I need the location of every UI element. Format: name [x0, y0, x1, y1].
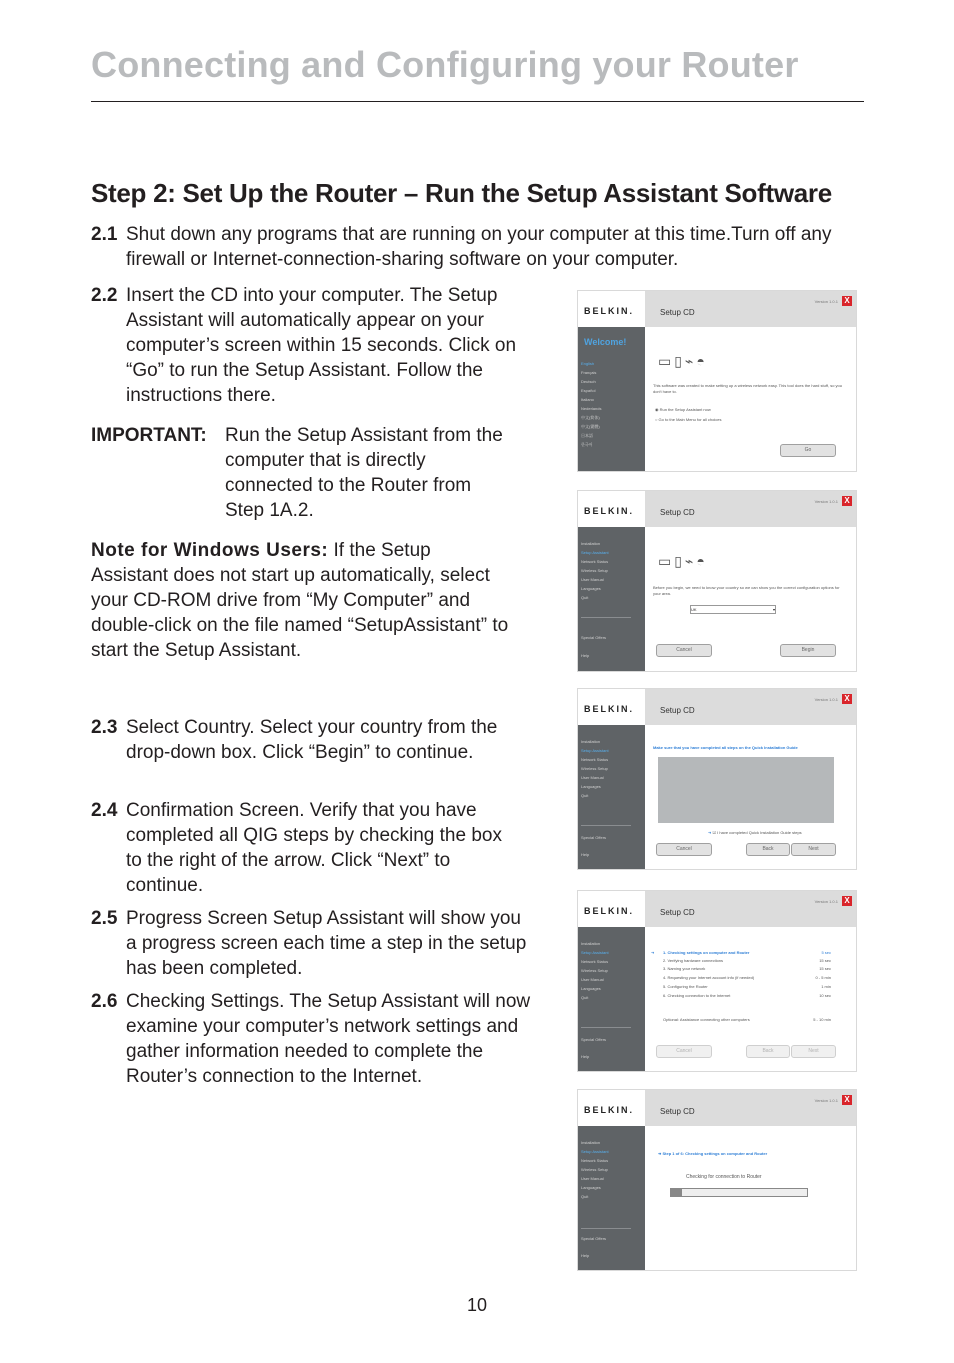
window-title: Setup CD [660, 308, 695, 317]
important-note [91, 423, 515, 523]
version-label: Version 1.0.1 [814, 697, 838, 702]
belkin-logo: BELKIN. [584, 704, 634, 714]
step-number: 2.1 [91, 224, 118, 245]
arrow-right-icon: ➜ [651, 950, 655, 955]
sidebar-item[interactable]: Setup Assistant [581, 1149, 609, 1154]
language-item[interactable]: 한국어 [581, 442, 593, 447]
sidebar-item[interactable]: Installation [581, 941, 601, 946]
page-header-title: Connecting and Configuring your Router [91, 44, 799, 85]
windows-note-label: Note for Windows Users: [91, 540, 329, 561]
radio-label: Go to the Main Menu for all choices [658, 417, 722, 422]
sidebar-menu [581, 737, 609, 800]
step-2-3 [91, 715, 521, 765]
special-offers-link[interactable]: Special Offers [581, 1037, 607, 1042]
close-icon[interactable]: X [842, 694, 852, 704]
windows-note [91, 538, 511, 663]
checking-status: Checking for connection to Router [686, 1174, 762, 1180]
step-number: 2.2 [91, 285, 118, 306]
back-button[interactable]: Back [746, 843, 790, 856]
step-number: 2.3 [91, 717, 118, 738]
special-offers-link[interactable]: Special Offers [581, 835, 607, 840]
radio-run-setup[interactable]: ◉ Run the Setup Assistant now [655, 407, 711, 412]
sidebar-item[interactable]: User Manual [581, 977, 604, 982]
sidebar [578, 1126, 645, 1270]
screenshot-confirmation [577, 688, 857, 870]
progress-step-row: 3. Naming your network 15 sec [663, 966, 831, 971]
sidebar-item[interactable]: Wireless Setup [581, 968, 608, 973]
step-2-1 [91, 222, 851, 272]
belkin-logo: BELKIN. [584, 906, 634, 916]
arrow-right-icon: ➜ [708, 830, 712, 835]
step-text: Shut down any programs that are running on your computer at this time.Turn off any firewall or Internet-connection-sharing software on your computer. [126, 224, 832, 270]
version-label: Version 1.0.1 [814, 899, 838, 904]
sidebar-item[interactable]: Network Status [581, 757, 609, 762]
progress-step-row: ➜ 1. Checking settings on computer and Router 5 sec [651, 950, 831, 955]
sidebar-item[interactable]: User Manual [581, 775, 604, 780]
sidebar-item[interactable]: Network Status [581, 959, 609, 964]
language-item[interactable]: Italiano [581, 397, 594, 402]
qig-preview-image [658, 757, 834, 823]
language-item[interactable]: Español [581, 388, 596, 393]
step-text: Progress Screen Setup Assistant will show you a progress screen each time a step in the setup has been completed. [126, 908, 527, 979]
sidebar-item[interactable]: Languages [581, 784, 601, 789]
windows-note-text: If the Setup Assistant does not start up automatically, select your CD-ROM drive from “My Computer” and double-click on the file named “SetupAssistant” to start the Setup Assistant. [91, 540, 509, 661]
cancel-button[interactable]: Cancel [656, 1045, 712, 1058]
step-2-2 [91, 283, 521, 408]
screenshot-progress [577, 890, 857, 1072]
step-number: 2.4 [91, 800, 118, 821]
sidebar-menu [581, 1138, 609, 1201]
belkin-logo: BELKIN. [584, 1105, 634, 1115]
progress-step-row: 4. Requesting your Internet account info (if needed) 0 - 5 min [663, 975, 831, 980]
radio-main-menu[interactable]: ○ Go to the Main Menu for all choices [655, 417, 722, 422]
progress-step-row: 5. Configuring the Router 1 min [663, 984, 831, 989]
next-button[interactable]: Next [791, 843, 836, 856]
sidebar-item[interactable]: Languages [581, 986, 601, 991]
welcome-label: Welcome! [584, 337, 627, 347]
step-2-5 [91, 906, 531, 981]
language-item[interactable]: 中文(简体) [581, 415, 600, 420]
sidebar-item[interactable]: Quit [581, 995, 589, 1000]
window-title: Setup CD [660, 508, 695, 517]
sidebar-item[interactable]: Languages [581, 586, 601, 591]
chevron-down-icon: ▾ [772, 607, 775, 612]
help-link[interactable]: Help [581, 852, 590, 857]
screenshot-checking-settings [577, 1089, 857, 1271]
sidebar-item[interactable]: Languages [581, 1185, 601, 1190]
sidebar-item[interactable]: Setup Assistant [581, 550, 609, 555]
special-offers-link[interactable]: Special Offers [581, 635, 607, 640]
next-button[interactable]: Next [791, 1045, 836, 1058]
step-text: Checking Settings. The Setup Assistant will now examine your computer’s network settings and gather information needed to complete the Router’s connection to the Internet. [126, 991, 531, 1087]
sidebar-item[interactable]: Wireless Setup [581, 1167, 608, 1172]
important-label: IMPORTANT: [91, 425, 207, 446]
special-offers-link[interactable]: Special Offers [581, 1236, 607, 1241]
sidebar-item[interactable]: Quit [581, 793, 589, 798]
close-icon[interactable]: X [842, 296, 852, 306]
version-label: Version 1.0.1 [814, 499, 838, 504]
step-2-4 [91, 798, 521, 898]
sidebar-item[interactable]: Setup Assistant [581, 748, 609, 753]
language-item[interactable]: 日本語 [581, 433, 593, 438]
progress-step-row: 2. Verifying hardware connections 15 sec [663, 958, 831, 963]
belkin-logo: BELKIN. [584, 306, 634, 316]
country-text: Before you begin, we need to know your country so we can show you the correct configuration options for your area. [653, 585, 840, 596]
sidebar-item[interactable]: Quit [581, 1194, 589, 1199]
language-item[interactable]: English [581, 361, 595, 366]
qig-confirm-checkbox[interactable]: ➜ ☑ I have completed Quick Installation Guide steps [708, 830, 802, 835]
sidebar-item[interactable]: User Manual [581, 1176, 604, 1181]
step-number: 2.5 [91, 908, 118, 929]
radio-label: Run the Setup Assistant now [659, 407, 711, 412]
step-2-6 [91, 989, 531, 1089]
sidebar-item[interactable]: Setup Assistant [581, 950, 609, 955]
sidebar-item[interactable]: User Manual [581, 577, 604, 582]
sidebar [578, 527, 645, 671]
help-link[interactable]: Help [581, 653, 590, 658]
help-link[interactable]: Help [581, 1253, 590, 1258]
sidebar-menu [581, 939, 609, 1002]
screenshot-welcome [577, 290, 857, 472]
cancel-button[interactable]: Cancel [656, 843, 712, 856]
window-title: Setup CD [660, 706, 695, 715]
version-label: Version 1.0.1 [814, 1098, 838, 1103]
sidebar-item[interactable]: Installation [581, 1140, 601, 1145]
progress-fill [671, 1189, 682, 1196]
language-item[interactable]: Deutsch [581, 379, 596, 384]
step-text: Select Country. Select your country from the drop-down box. Click “Begin” to continue. [126, 717, 498, 763]
screenshot-select-country [577, 490, 857, 672]
sidebar [578, 327, 645, 471]
language-list [581, 359, 601, 449]
sidebar-menu [581, 539, 609, 602]
section-title: Step 2: Set Up the Router – Run the Setup Assistant Software [91, 178, 832, 208]
help-link[interactable]: Help [581, 1054, 590, 1059]
window-title: Setup CD [660, 1107, 695, 1116]
intro-text: This software was created to make setting up a wireless network easy. This tool does the hard stuff, so you don't have to. [653, 383, 842, 394]
progress-bar [670, 1188, 808, 1197]
language-item[interactable]: Nederlands [581, 406, 602, 411]
checking-heading: ➜ Step 1 of 6: Checking settings on computer and Router [658, 1151, 768, 1156]
step-text: Confirmation Screen. Verify that you have completed all QIG steps by checking the box to the right of the arrow. Click “Next” to continue. [126, 800, 502, 896]
sidebar-item[interactable]: Wireless Setup [581, 568, 608, 573]
step-number: 2.6 [91, 991, 118, 1012]
begin-button[interactable]: Begin [780, 644, 836, 657]
sidebar [578, 927, 645, 1071]
go-button[interactable]: Go [780, 444, 836, 457]
version-label: Version 1.0.1 [814, 299, 838, 304]
country-select[interactable] [690, 605, 776, 614]
sidebar [578, 725, 645, 869]
sidebar-item[interactable]: Wireless Setup [581, 766, 608, 771]
header-divider [91, 101, 864, 102]
arrow-right-icon: ➜ [658, 1151, 662, 1156]
sidebar-item[interactable]: Installation [581, 739, 601, 744]
country-value: UK [691, 607, 697, 612]
language-item[interactable]: Français [581, 370, 597, 375]
step-text: Insert the CD into your computer. The Setup Assistant will automatically appear on your computer’s screen within 15 seconds. Click on “Go” to run the Setup Assistant. Follow the instructions there. [126, 285, 517, 406]
close-icon[interactable]: X [842, 1095, 852, 1105]
back-button[interactable]: Back [746, 1045, 790, 1058]
sidebar-item[interactable]: Network Status [581, 1158, 609, 1163]
close-icon[interactable]: X [842, 896, 852, 906]
sidebar-item[interactable]: Quit [581, 595, 589, 600]
close-icon[interactable]: X [842, 496, 852, 506]
progress-step-row: 6. Checking connection to the Internet 10 sec [663, 993, 831, 998]
page-number: 10 [466, 1295, 488, 1315]
cancel-button[interactable]: Cancel [656, 644, 712, 657]
network-devices-icon: ▭▯⌁◓ [658, 553, 708, 569]
important-text: Run the Setup Assistant from the computer that is directly connected to the Router from Step 1A.2. [225, 425, 503, 521]
belkin-logo: BELKIN. [584, 506, 634, 516]
checkbox-label: I have completed Quick Installation Guide steps [717, 830, 802, 835]
confirmation-heading: Make sure that you have completed all steps on the Quick Installation Guide [653, 745, 798, 750]
sidebar-item[interactable]: Network Status [581, 559, 609, 564]
language-item[interactable]: 中文(繁體) [581, 424, 600, 429]
window-title: Setup CD [660, 908, 695, 917]
optional-step-row: Optional: Assistance connecting other computers 5 - 10 min [663, 1017, 831, 1022]
sidebar-item[interactable]: Installation [581, 541, 601, 546]
network-devices-icon: ▭▯⌁◓ [658, 353, 708, 369]
